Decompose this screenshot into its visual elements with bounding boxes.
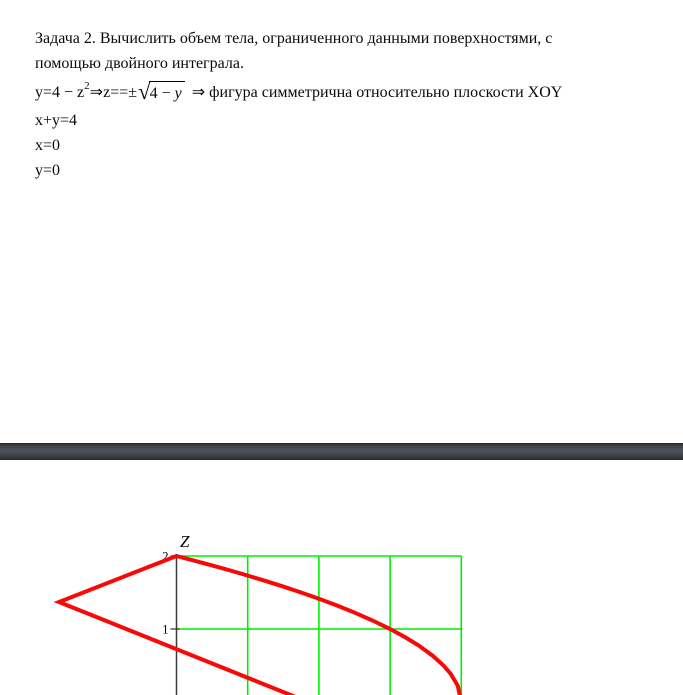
equation-line: y=0 — [35, 162, 61, 179]
z-tick-label: 2 — [162, 549, 169, 564]
formula-pre: y=4 − z — [35, 83, 85, 101]
document-text-block — [35, 26, 562, 183]
radicand — [149, 81, 185, 102]
equation-line: x+y=4 — [35, 112, 78, 129]
task-paragraph-line1: Задача 2. Вычислить объем тела, ограниченного данными поверхностями, с — [35, 30, 553, 47]
task-paragraph-line2: помощью двойного интеграла. — [35, 55, 244, 72]
z-axis-label: Z — [180, 532, 190, 551]
figure-plot — [0, 450, 683, 695]
z-tick-label: 1 — [162, 622, 169, 637]
formula-post: ⇒ фигура симметрична относительно плоскости XOY — [191, 83, 563, 101]
formula-line: y=4 − z $^2$ ⇒z==± √ 4 − y ⇒ фигура симметрична относительно плоскости XOY — [35, 79, 563, 104]
figure-curve — [59, 556, 299, 695]
radicand-var: y — [174, 85, 182, 102]
formula-mid: ⇒z==± — [89, 83, 137, 101]
square-root — [138, 81, 185, 103]
radicand-const: 4 − — [149, 85, 175, 102]
radical-icon: √ — [138, 79, 151, 104]
equation-line: x=0 — [35, 137, 61, 154]
